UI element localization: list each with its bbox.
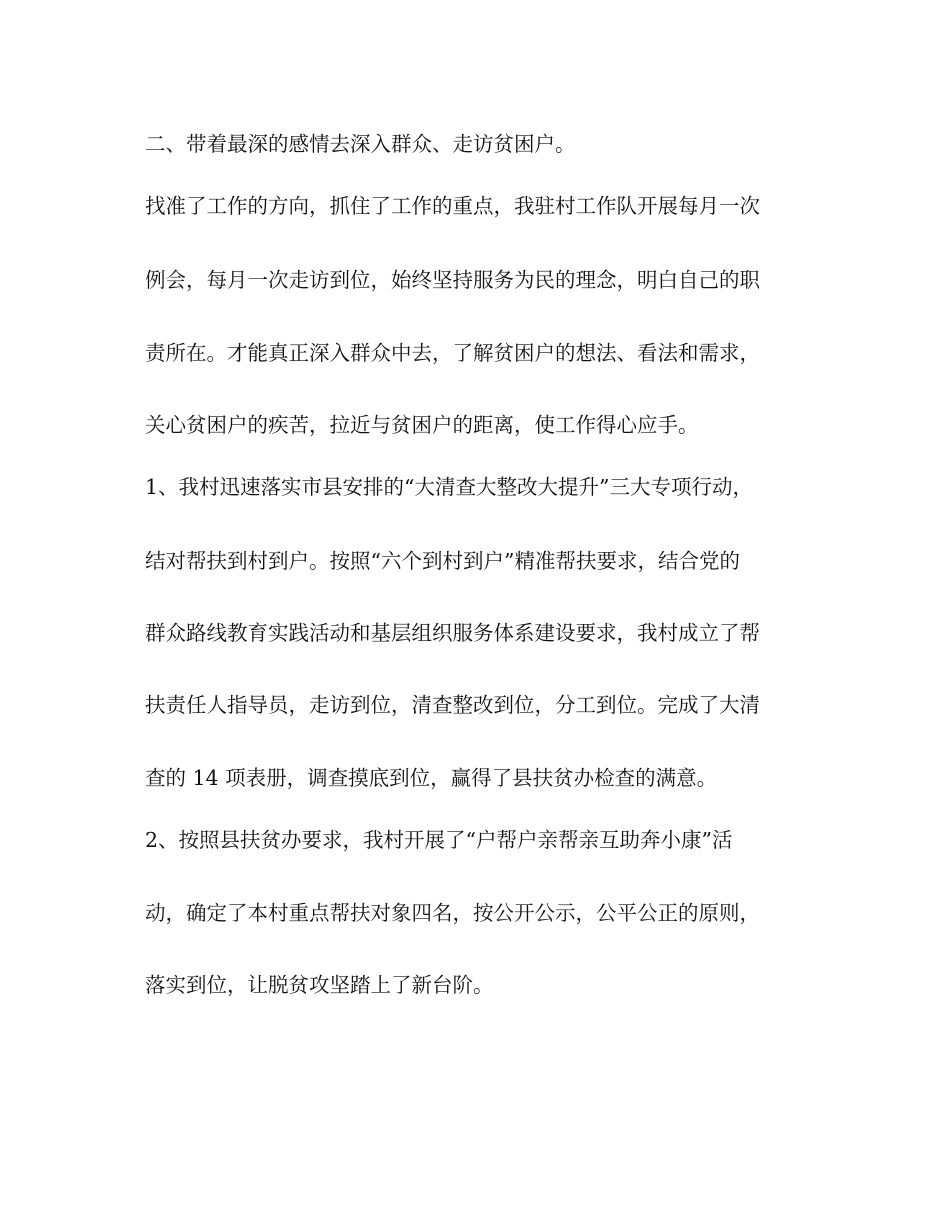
text-line: 查的 14 项表册，调查摸底到位，赢得了县扶贫办检查的满意。 bbox=[145, 766, 718, 790]
text-line: 动，确定了本村重点帮扶对象四名，按公开公示，公平公正的原则， bbox=[145, 901, 760, 925]
text-line: 落实到位，让脱贫攻坚踏上了新台阶。 bbox=[145, 973, 494, 997]
text-line: 2、按照县扶贫办要求，我村开展了“户帮户亲帮亲互助奔小康”活 bbox=[145, 828, 733, 852]
text-line: 关心贫困户的疾苦，拉近与贫困户的距离，使工作得心应手。 bbox=[145, 413, 699, 437]
section-heading: 二、带着最深的感情去深入群众、走访贫困户。 bbox=[145, 132, 576, 156]
text-line: 例会，每月一次走访到位，始终坚持服务为民的理念，明白自己的职 bbox=[145, 268, 760, 292]
text-line: 结对帮扶到村到户。按照“六个到村到户”精准帮扶要求，结合党的 bbox=[145, 549, 740, 573]
text-line: 1、我村迅速落实市县安排的“大清查大整改大提升”三大专项行动， bbox=[145, 475, 754, 499]
text-line: 责所在。才能真正深入群众中去，了解贫困户的想法、看法和需求， bbox=[145, 341, 760, 365]
text-line: 群众路线教育实践活动和基层组织服务体系建设要求，我村成立了帮 bbox=[145, 621, 760, 645]
text-line: 找准了工作的方向，抓住了工作的重点，我驻村工作队开展每月一次 bbox=[145, 194, 760, 218]
text-line: 扶责任人指导员，走访到位，清查整改到位，分工到位。完成了大清 bbox=[145, 693, 760, 717]
